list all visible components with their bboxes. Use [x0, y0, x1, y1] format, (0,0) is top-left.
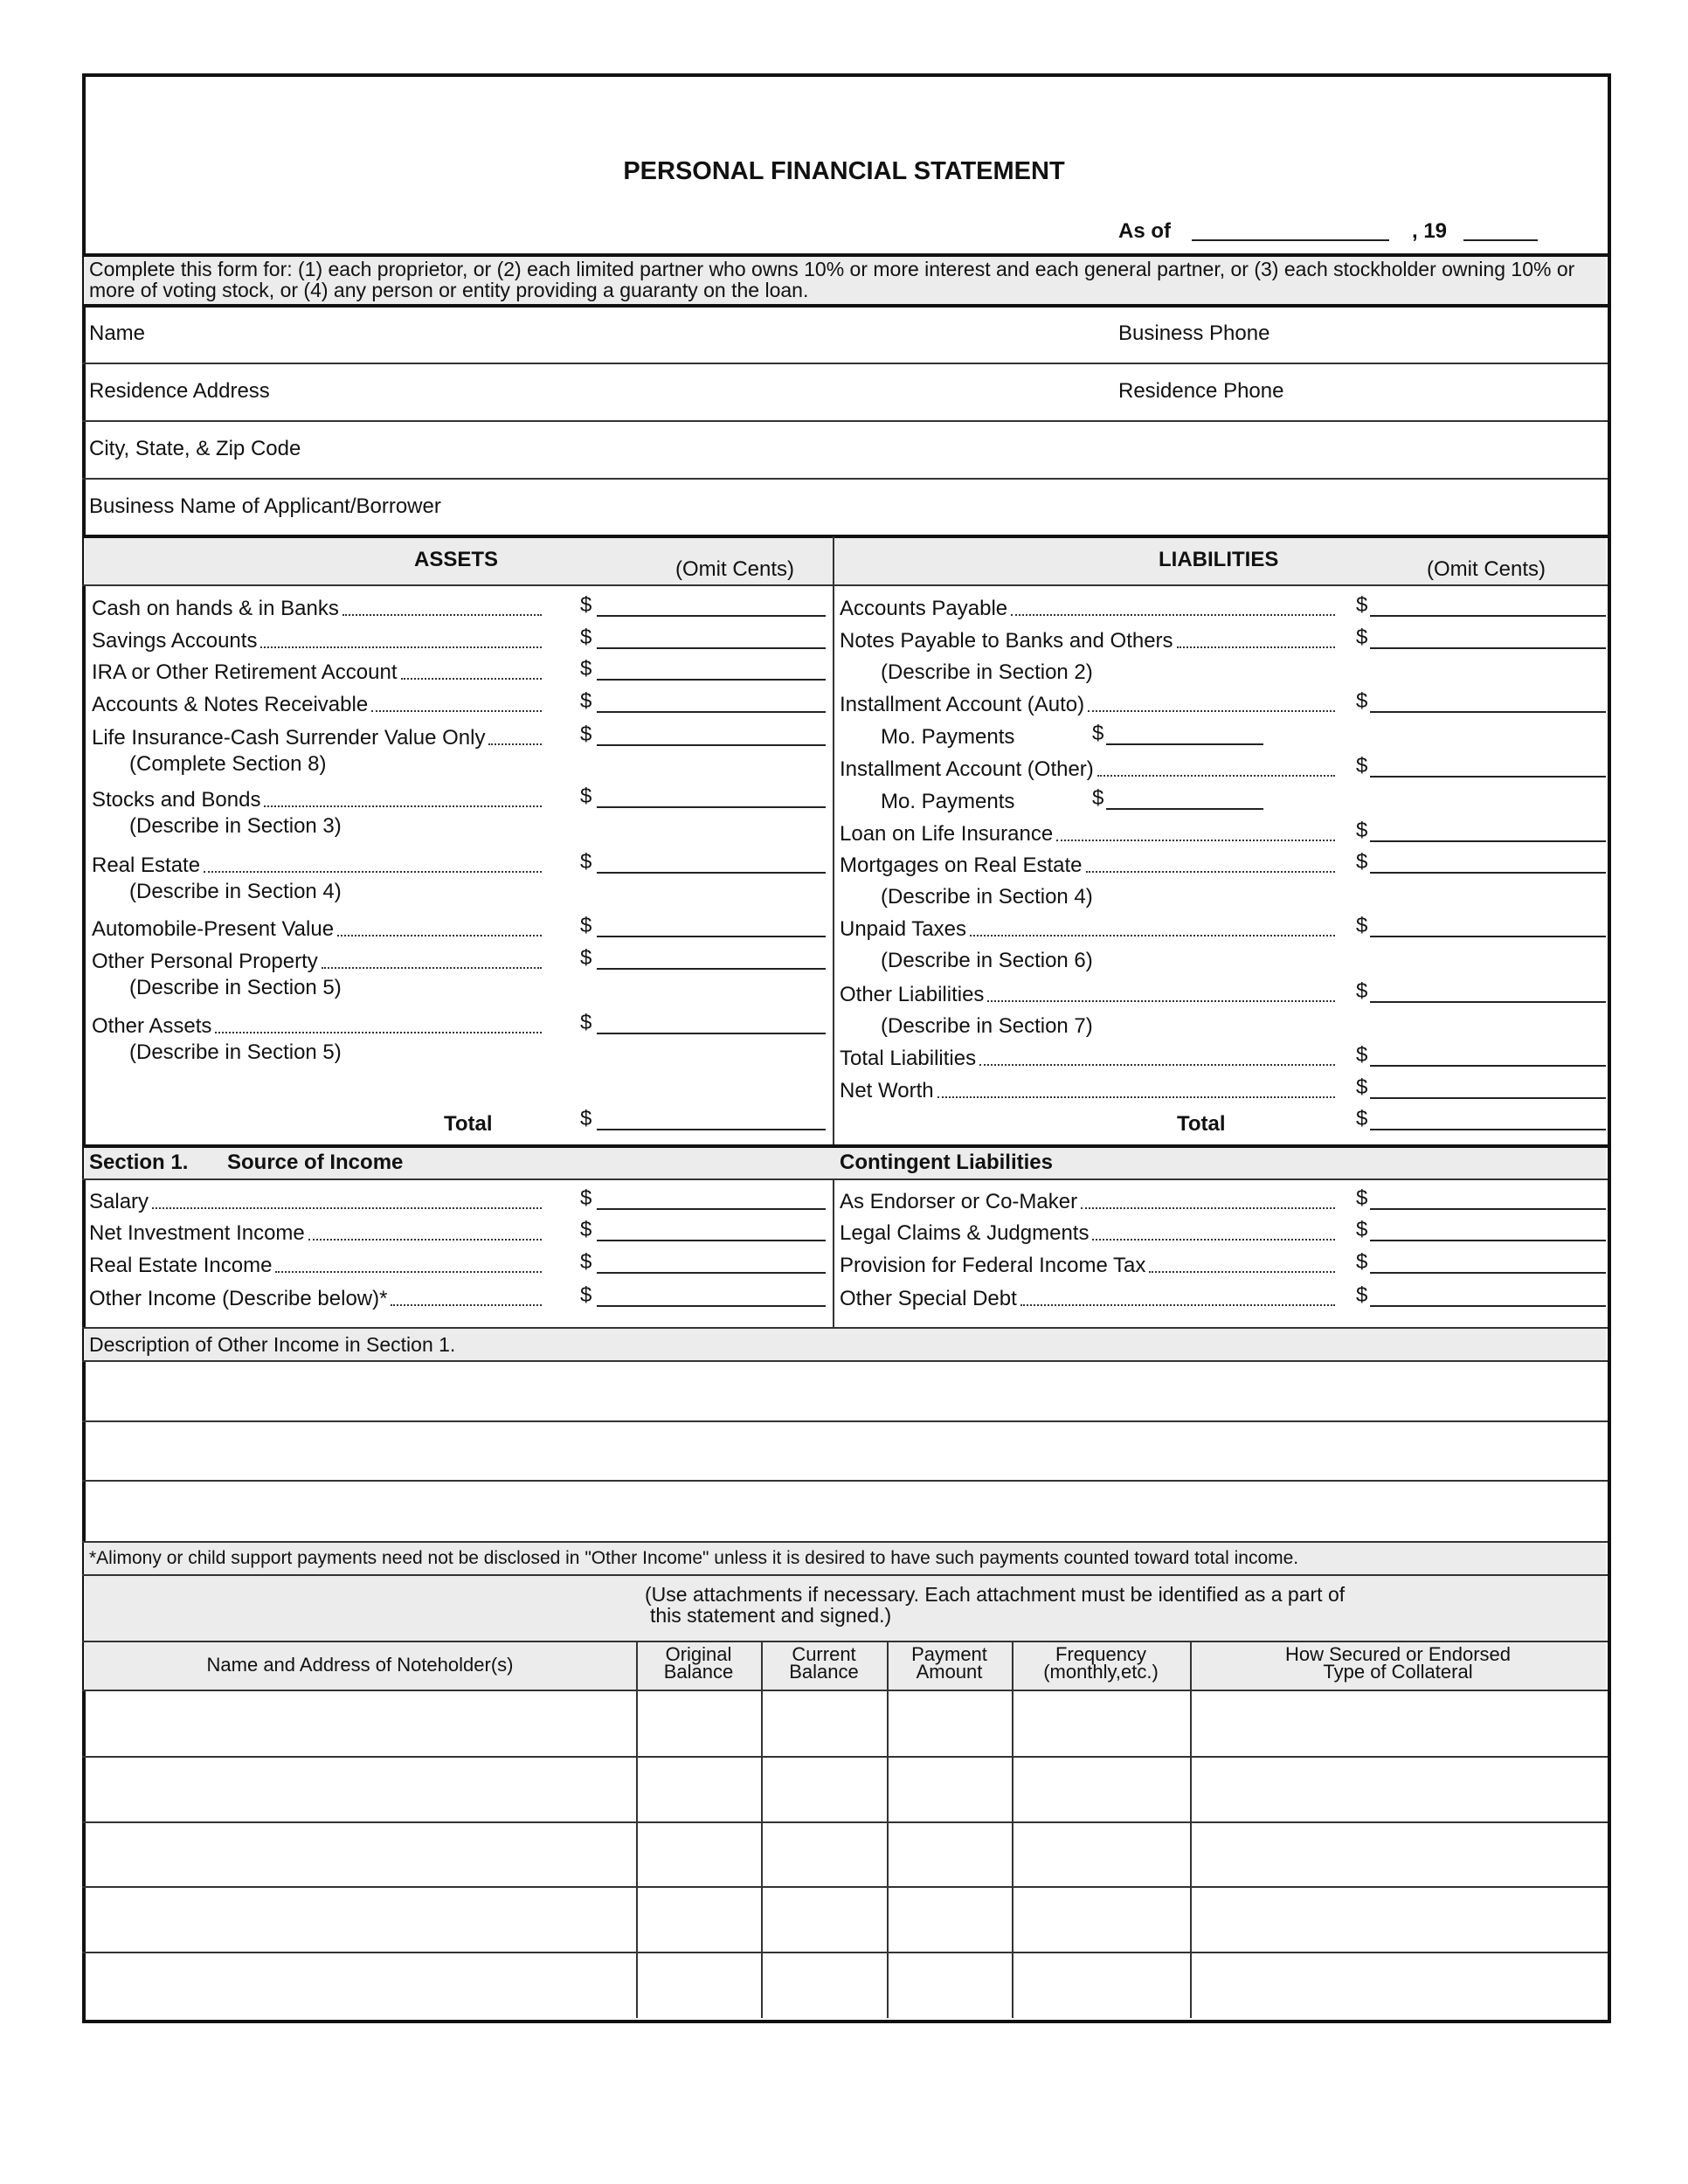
dot-leader [488, 743, 542, 745]
liability-row [840, 854, 1335, 878]
contingent-row [840, 1254, 1335, 1278]
item-label: Salary [89, 1190, 149, 1213]
dot-leader [342, 614, 542, 616]
asset-row [92, 788, 542, 812]
contingent-amount-field[interactable] [1370, 1240, 1606, 1241]
assets-liabilities-header [84, 538, 1606, 584]
item-label: Life Insurance-Cash Surrender Value Only [92, 726, 486, 750]
item-label: Savings Accounts [92, 629, 258, 653]
liability-amount-field[interactable] [1370, 1097, 1606, 1099]
asset-amount-field[interactable] [597, 711, 826, 713]
assets-omit-cents: (Omit Cents) [675, 557, 795, 581]
liability-row [840, 983, 1335, 1007]
income-row [89, 1287, 542, 1311]
dot-leader [1088, 710, 1335, 712]
column-header-line: Payment [911, 1643, 987, 1665]
item-label: Cash on hands & in Banks [92, 597, 339, 620]
dollar-sign: $ [1092, 786, 1104, 810]
table-cell[interactable] [889, 1757, 1011, 1821]
column-header-line: Balance [663, 1661, 734, 1683]
alimony-note: *Alimony or child support payments need not be disclosed in "Other Income" unless it is desired to have such payments counted toward total income. [89, 1548, 1299, 1568]
item-label: Real Estate Income [89, 1254, 273, 1277]
dot-leader [1056, 840, 1335, 841]
asset-note: (Complete Section 8) [129, 752, 327, 776]
section1-number: Section 1. [89, 1151, 189, 1174]
liability-amount-field[interactable] [1370, 872, 1606, 874]
table-cell[interactable] [763, 1952, 886, 2016]
asset-row [92, 854, 542, 878]
liability-note: (Describe in Section 4) [881, 885, 1093, 909]
item-label: Mortgages on Real Estate [840, 854, 1083, 877]
asset-row [92, 660, 542, 685]
item-label: Net Worth [840, 1079, 934, 1102]
attachments-note-1: (Use attachments if necessary. Each attachment must be identified as a part of [645, 1583, 1346, 1606]
table-cell[interactable] [763, 1887, 886, 1951]
year-prefix: , 19 [1412, 219, 1448, 243]
monthly-payments-field[interactable] [1106, 808, 1263, 810]
dot-leader [1097, 775, 1335, 777]
dot-leader [970, 935, 1335, 936]
table-cell[interactable] [1192, 1887, 1605, 1951]
table-cell[interactable] [1013, 1952, 1189, 2016]
name-label: Name [89, 321, 146, 345]
dollar-sign: $ [580, 1218, 592, 1241]
asset-amount-field[interactable] [597, 744, 826, 746]
divider [82, 584, 1608, 586]
assets-heading: ASSETS [414, 548, 499, 571]
column-header-line: Amount [916, 1661, 983, 1683]
dollar-sign: $ [580, 784, 592, 808]
item-label: Accounts & Notes Receivable [92, 693, 369, 716]
column-header-line: Balance [789, 1661, 859, 1683]
table-cell[interactable] [1192, 1952, 1605, 2016]
residence-address-field[interactable] [84, 364, 1606, 419]
dollar-sign: $ [1356, 850, 1368, 874]
liability-amount-field[interactable] [1370, 711, 1606, 713]
residence-address-label: Residence Address [89, 379, 270, 403]
monthly-payments-label: Mo. Payments [881, 790, 1015, 813]
table-cell[interactable] [1013, 1822, 1189, 1886]
description-line-1[interactable] [84, 1362, 1606, 1420]
liability-amount-field[interactable] [1370, 615, 1606, 617]
liability-amount-field[interactable] [1370, 647, 1606, 649]
table-cell[interactable] [763, 1822, 886, 1886]
dot-leader [264, 805, 542, 807]
residence-phone-label: Residence Phone [1118, 379, 1284, 403]
assets-total-field[interactable] [597, 1129, 826, 1130]
dollar-sign: $ [580, 689, 592, 713]
liabilities-heading: LIABILITIES [1159, 548, 1279, 571]
income-row [89, 1254, 542, 1278]
column-header [761, 1643, 887, 1683]
table-cell[interactable] [638, 1952, 760, 2016]
dot-leader [322, 967, 542, 969]
divider [82, 1178, 1608, 1180]
table-cell[interactable] [638, 1691, 760, 1755]
dot-leader [1081, 1207, 1335, 1209]
contingent-heading: Contingent Liabilities [840, 1151, 1053, 1174]
dollar-sign: $ [580, 850, 592, 874]
column-header [1012, 1643, 1190, 1683]
instructions-text: Complete this form for: (1) each proprietor, or (2) each limited partner who owns 10% or more interest and each general partner, or (3) each stockholder owning 10% or more of voting stock, or (4) any person or entity providing a guaranty on the loan. [89, 258, 1575, 301]
city-state-zip-label: City, State, & Zip Code [89, 437, 301, 460]
table-cell[interactable] [638, 1822, 760, 1886]
table-cell[interactable] [1192, 1822, 1605, 1886]
dot-leader [391, 1304, 542, 1306]
dollar-sign: $ [580, 1011, 592, 1034]
income-row [89, 1190, 542, 1214]
table-cell[interactable] [763, 1691, 886, 1755]
dot-leader [308, 1239, 542, 1241]
table-cell[interactable] [1192, 1757, 1605, 1821]
dollar-sign: $ [580, 722, 592, 746]
dot-leader [337, 935, 542, 936]
dollar-sign: $ [580, 1107, 592, 1130]
business-phone-label: Business Phone [1118, 321, 1270, 345]
liability-row [840, 1047, 1335, 1071]
asset-amount-field[interactable] [597, 936, 826, 937]
item-label: Net Investment Income [89, 1221, 305, 1245]
column-header-line: Current [792, 1643, 856, 1665]
item-label: Total Liabilities [840, 1047, 977, 1070]
table-cell[interactable] [763, 1757, 886, 1821]
dollar-sign: $ [1356, 1250, 1368, 1274]
liability-row [840, 822, 1335, 847]
column-header-line: Original [665, 1643, 732, 1665]
dollar-sign: $ [1356, 689, 1368, 713]
liability-note: (Describe in Section 7) [881, 1014, 1093, 1038]
assets-total-label: Total [444, 1112, 493, 1136]
asset-row [92, 629, 542, 653]
income-amount-field[interactable] [597, 1240, 826, 1241]
table-cell[interactable] [889, 1887, 1011, 1951]
monthly-payments-field[interactable] [1106, 743, 1263, 745]
item-label: Installment Account (Other) [840, 757, 1094, 781]
dot-leader [937, 1096, 1335, 1098]
dollar-sign: $ [1356, 914, 1368, 937]
item-label: Stocks and Bonds [92, 788, 261, 812]
item-label: Notes Payable to Banks and Others [840, 629, 1173, 653]
dollar-sign: $ [1356, 593, 1368, 617]
asset-row [92, 1014, 542, 1039]
asset-amount-field[interactable] [597, 679, 826, 681]
dollar-sign: $ [580, 657, 592, 681]
item-label: As Endorser or Co-Maker [840, 1190, 1078, 1213]
dot-leader [1011, 614, 1335, 616]
income-amount-field[interactable] [597, 1208, 826, 1210]
dot-leader [260, 646, 542, 648]
dollar-sign: $ [580, 1186, 592, 1210]
liability-row [840, 917, 1335, 942]
dot-leader [1149, 1271, 1335, 1273]
business-name-label: Business Name of Applicant/Borrower [89, 494, 441, 518]
income-amount-field[interactable] [597, 1272, 826, 1274]
dollar-sign: $ [1356, 979, 1368, 1003]
asset-row [92, 950, 542, 974]
item-label: Installment Account (Auto) [840, 693, 1085, 716]
attachments-note-2: this statement and signed.) [650, 1604, 892, 1627]
column-header [1190, 1643, 1606, 1683]
dot-leader [215, 1032, 542, 1033]
item-label: Accounts Payable [840, 597, 1008, 620]
liability-row [840, 757, 1335, 782]
item-label: Unpaid Taxes [840, 917, 966, 941]
table-cell[interactable] [1192, 1691, 1605, 1755]
liabilities-omit-cents: (Omit Cents) [1427, 557, 1546, 581]
liability-note: (Describe in Section 6) [881, 949, 1093, 972]
income-row [89, 1221, 542, 1246]
asset-amount-field[interactable] [597, 806, 826, 808]
contingent-row [840, 1190, 1335, 1214]
dollar-sign: $ [580, 1250, 592, 1274]
table-cell[interactable] [86, 1887, 635, 1951]
dot-leader [401, 678, 543, 680]
dot-leader [1086, 871, 1336, 873]
dollar-sign: $ [580, 593, 592, 617]
dollar-sign: $ [580, 625, 592, 649]
dollar-sign: $ [580, 914, 592, 937]
table-cell[interactable] [86, 1691, 635, 1755]
liability-row [840, 1079, 1335, 1103]
dollar-sign: $ [1356, 1107, 1368, 1130]
liability-amount-field[interactable] [1370, 936, 1606, 937]
dot-leader [1092, 1239, 1335, 1241]
description-line-2[interactable] [84, 1422, 1606, 1479]
table-cell[interactable] [86, 1757, 635, 1821]
other-income-description-label: Description of Other Income in Section 1. [89, 1333, 456, 1356]
liability-amount-field[interactable] [1370, 776, 1606, 778]
name-field[interactable] [84, 308, 1606, 363]
asset-note: (Describe in Section 5) [129, 1040, 342, 1064]
as-of-date-field[interactable] [1192, 239, 1389, 241]
dot-leader [1177, 646, 1335, 648]
item-label: IRA or Other Retirement Account [92, 660, 398, 684]
column-header [887, 1643, 1012, 1683]
column-header [636, 1643, 761, 1683]
liability-amount-field[interactable] [1370, 1001, 1606, 1003]
dot-leader [987, 1000, 1335, 1002]
dollar-sign: $ [1092, 722, 1104, 745]
item-label: Other Personal Property [92, 950, 318, 973]
table-cell[interactable] [86, 1952, 635, 2016]
asset-row [92, 693, 542, 717]
asset-row [92, 726, 542, 750]
dollar-sign: $ [1356, 1075, 1368, 1099]
item-label: Automobile-Present Value [92, 917, 335, 941]
as-of-label: As of [1118, 219, 1171, 243]
table-cell[interactable] [889, 1691, 1011, 1755]
monthly-payments-label: Mo. Payments [881, 725, 1015, 749]
description-line-3[interactable] [84, 1482, 1606, 1540]
dot-leader [152, 1207, 542, 1209]
liabilities-total-label: Total [1177, 1112, 1226, 1136]
table-cell[interactable] [1013, 1691, 1189, 1755]
asset-amount-field[interactable] [597, 615, 826, 617]
contingent-amount-field[interactable] [1370, 1208, 1606, 1210]
asset-row [92, 917, 542, 942]
table-cell[interactable] [889, 1952, 1011, 2016]
column-header-line: Type of Collateral [1323, 1661, 1473, 1683]
item-label: Other Special Debt [840, 1287, 1017, 1310]
asset-amount-field[interactable] [597, 968, 826, 970]
liabilities-total-field[interactable] [1370, 1129, 1606, 1130]
asset-note: (Describe in Section 5) [129, 976, 342, 999]
dot-leader [1020, 1304, 1335, 1306]
table-cell[interactable] [638, 1887, 760, 1951]
column-header-line: How Secured or Endorsed [1284, 1643, 1512, 1665]
asset-amount-field[interactable] [597, 872, 826, 874]
item-label: Provision for Federal Income Tax [840, 1254, 1146, 1277]
liability-amount-field[interactable] [1370, 840, 1606, 842]
item-label: Other Income (Describe below)* [89, 1287, 388, 1310]
table-cell[interactable] [1013, 1757, 1189, 1821]
liability-row [840, 597, 1335, 621]
contingent-row [840, 1221, 1335, 1246]
dollar-sign: $ [1356, 1218, 1368, 1241]
column-header-line: Name and Address of Noteholder(s) [206, 1654, 514, 1676]
dollar-sign: $ [1356, 1186, 1368, 1210]
dot-leader [275, 1271, 542, 1273]
section1-heading: Source of Income [227, 1151, 404, 1174]
item-label: Loan on Life Insurance [840, 822, 1054, 846]
dot-leader [204, 871, 542, 873]
asset-amount-field[interactable] [597, 1033, 826, 1034]
liability-note: (Describe in Section 2) [881, 660, 1093, 684]
column-header [84, 1656, 636, 1674]
year-field[interactable] [1463, 239, 1538, 241]
form-title: PERSONAL FINANCIAL STATEMENT [623, 157, 1065, 185]
asset-note: (Describe in Section 4) [129, 880, 342, 903]
item-label: Other Assets [92, 1014, 212, 1038]
column-divider [833, 536, 834, 1327]
dot-leader [371, 710, 542, 712]
dollar-sign: $ [1356, 625, 1368, 649]
dollar-sign: $ [1356, 819, 1368, 842]
asset-amount-field[interactable] [597, 647, 826, 649]
item-label: Other Liabilities [840, 983, 985, 1006]
asset-note: (Describe in Section 3) [129, 814, 342, 838]
contingent-row [840, 1287, 1335, 1311]
item-label: Legal Claims & Judgments [840, 1221, 1090, 1245]
table-cell[interactable] [1013, 1887, 1189, 1951]
dot-leader [979, 1064, 1335, 1066]
liability-row [840, 693, 1335, 717]
liability-row [840, 629, 1335, 653]
dollar-sign: $ [1356, 1043, 1368, 1067]
income-amount-field[interactable] [597, 1305, 826, 1307]
asset-row [92, 597, 542, 621]
dollar-sign: $ [1356, 754, 1368, 778]
city-state-zip-field[interactable] [84, 422, 1606, 477]
dollar-sign: $ [580, 946, 592, 970]
column-header-line: Frequency [1055, 1643, 1146, 1665]
dollar-sign: $ [1356, 1283, 1368, 1307]
item-label: Real Estate [92, 854, 201, 877]
table-cell[interactable] [889, 1822, 1011, 1886]
liability-amount-field[interactable] [1370, 1065, 1606, 1067]
column-header-line: (monthly,etc.) [1043, 1661, 1159, 1683]
contingent-amount-field[interactable] [1370, 1272, 1606, 1274]
table-cell[interactable] [638, 1757, 760, 1821]
dollar-sign: $ [580, 1283, 592, 1307]
table-cell[interactable] [86, 1822, 635, 1886]
contingent-amount-field[interactable] [1370, 1305, 1606, 1307]
